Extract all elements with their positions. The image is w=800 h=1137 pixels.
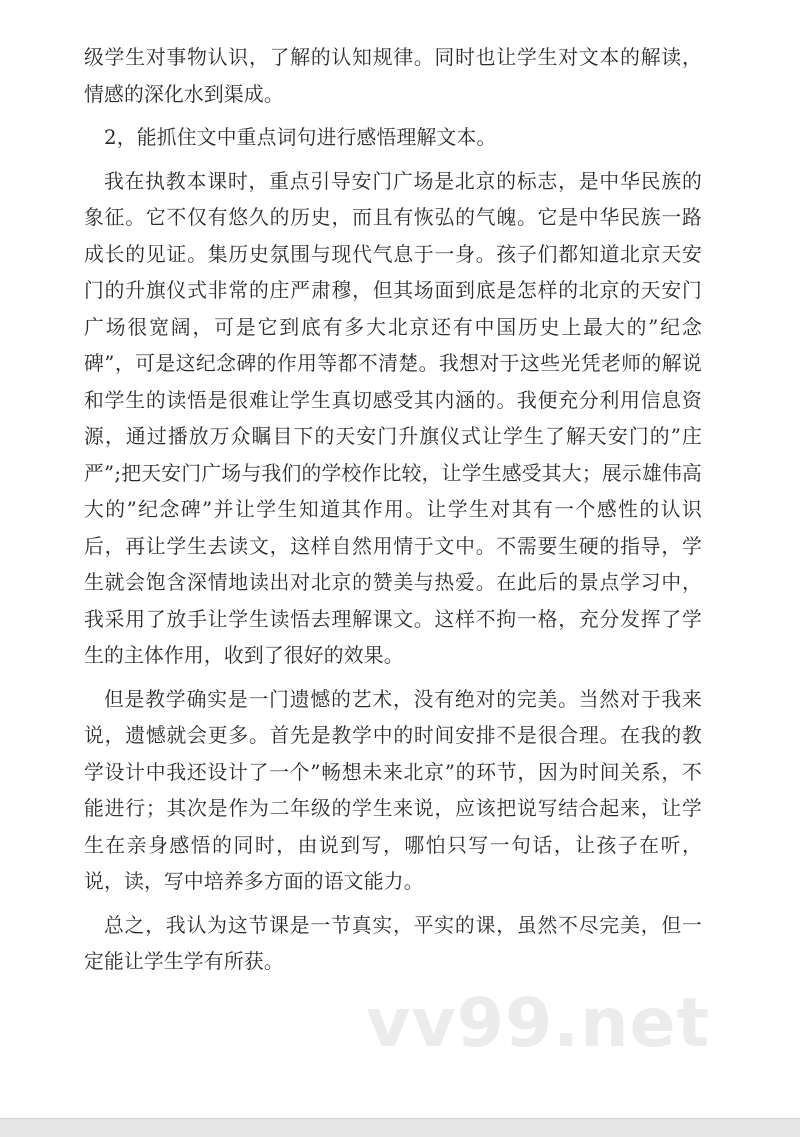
watermark-text: vv99.net (366, 984, 711, 1063)
paragraph-continued: 级学生对事物认识，了解的认知规律。同时也让学生对文本的解读，情感的深化水到渠成。 (84, 46, 702, 106)
paragraph-teaching-process: 我在执教本课时，重点引导安门广场是北京的标志，是中华民族的象征。它不仅有悠久的历史，而且有恢弘的气魄。它是中华民族一路成长的见证。集历史氛围与现代气息于一身。孩子们都知道北京天安门的升旗仪式非常的庄严肃穆，但其场面到底是怎样的北京的天安门广场很宽阔，可是它到底有多大北京还有中国历史上最大的”纪念碑”，可是这纪念碑的作用等都不清楚。我想对于这些光凭老师的解说和学生的读悟是很难让学生真切感受其内涵的。我便充分利用信息资源，通过播放万众瞩目下的天安门升旗仪式让学生了解天安门的”庄严”;把天安门广场与我们的学校作比较，让学生感受其大；展示雄伟高大的”纪念碑”并让学生知道其作用。让学生对其有一个感性的认识后，再让学生去读文，这样自然用情于文中。不需要生硬的指导，学生就会饱含深情地读出对北京的赞美与热爱。在此后的景点学习中，我采用了放手让学生读悟去理解课文。这样不拘一格，充分发挥了学生的主体作用，收到了很好的效果。 (84, 169, 702, 667)
paragraph-regrets: 但是教学确实是一门遗憾的艺术，没有绝对的完美。当然对于我来说，遗憾就会更多。首先是教学中的时间安排不是很合理。在我的教学设计中我还设计了一个”畅想未来北京”的环节，因为时间关系，不能进行；其次是作为二年级的学生来说，应该把说写结合起来，让学生在亲身感悟的同时，由说到写，哪怕只写一句话，让孩子在听，说，读，写中培养多方面的语文能力。 (84, 687, 702, 893)
paragraph-point-2: 2，能抓住文中重点词句进行感悟理解文本。 (104, 126, 497, 149)
paragraph-conclusion: 总之，我认为这节课是一节真实，平实的课，虽然不尽完美，但一定能让学生学有所获。 (84, 913, 702, 973)
page-bottom-bar (0, 1118, 800, 1137)
document-body (84, 40, 702, 988)
